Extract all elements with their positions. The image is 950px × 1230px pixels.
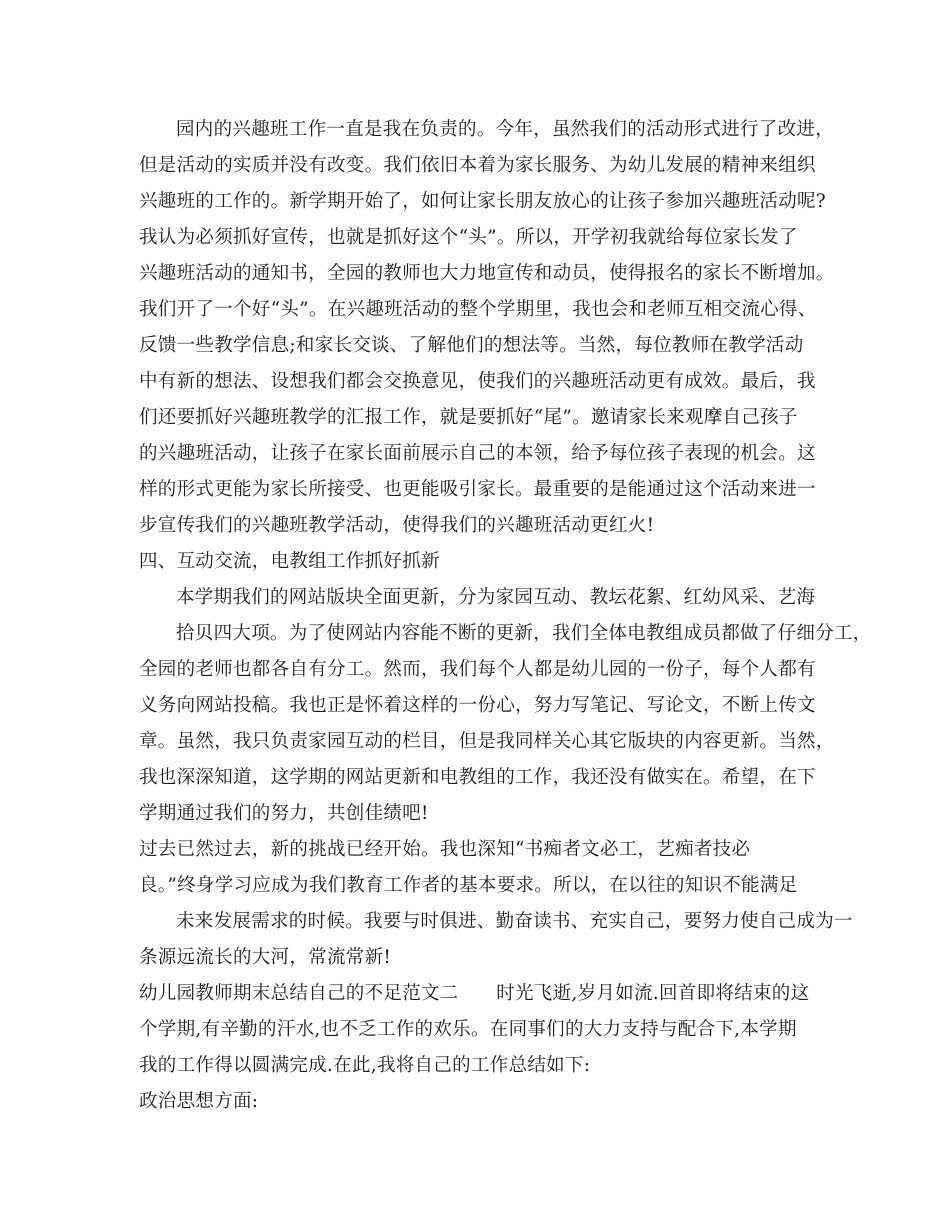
paragraph-line: 中有新的想法、设想我们都会交换意见，使我们的兴趣班活动更有成效。最后，我 bbox=[139, 371, 816, 392]
paragraph-line: 我认为必须抓好宣传，也就是抓好这个“头”。所以，开学初我就给每位家长发了 bbox=[139, 227, 798, 248]
paragraph-line: 兴趣班的工作的。新学期开始了，如何让家长朋友放心的让孩子参加兴趣班活动呢? bbox=[139, 191, 827, 212]
paragraph-line: 个学期,有辛勤的汗水,也不乏工作的欢乐。在同事们的大力支持与配合下,本学期 bbox=[139, 1019, 797, 1040]
document-title-line: 幼儿园教师期末总结自己的不足范文二 时光飞逝,岁月如流.回首即将结束的这 bbox=[139, 983, 810, 1004]
paragraph-line: 学期通过我们的努力，共创佳绩吧! bbox=[139, 803, 429, 824]
paragraph-line: 本学期我们的网站版块全面更新，分为家园互动、教坛花絮、红幼风采、艺海 bbox=[176, 587, 816, 608]
paragraph-line: 我也深深知道，这学期的网站更新和电教组的工作，我还没有做实在。希望，在下 bbox=[139, 767, 816, 788]
paragraph-line: 样的形式更能为家长所接受、也更能吸引家长。最重要的是能通过这个活动来进一 bbox=[139, 479, 816, 500]
paragraph-line: 的兴趣班活动，让孩子在家长面前展示自己的本领，给予每位孩子表现的机会。这 bbox=[139, 443, 816, 464]
paragraph-line: 条源远流长的大河，常流常新! bbox=[139, 947, 392, 968]
paragraph-line: 未来发展需求的时候。我要与时俱进、勤奋读书、充实自己，要努力使自己成为一 bbox=[176, 911, 853, 932]
paragraph-line: 章。虽然，我只负责家园互动的栏目，但是我同样关心其它版块的内容更新。当然， bbox=[139, 731, 835, 752]
paragraph-line: 反馈一些教学信息;和家长交谈、了解他们的想法等。当然，每位教师在教学活动 bbox=[139, 335, 804, 356]
paragraph-line: 步宣传我们的兴趣班教学活动，使得我们的兴趣班活动更红火! bbox=[139, 515, 655, 536]
paragraph-line: 们还要抓好兴趣班教学的汇报工作，就是要抓好“尾”。邀请家长来观摩自己孩子 bbox=[139, 407, 798, 428]
paragraph-line: 全园的老师也都各自有分工。然而，我们每个人都是幼儿园的一份子，每个人都有 bbox=[139, 659, 816, 680]
paragraph-line: 我的工作得以圆满完成.在此,我将自己的工作总结如下: bbox=[139, 1055, 591, 1076]
paragraph-line: 兴趣班活动的通知书，全园的教师也大力地宣传和动员，使得报名的家长不断增加。 bbox=[139, 263, 835, 284]
paragraph-line: 拾贝四大项。为了使网站内容能不断的更新，我们全体电教组成员都做了仔细分工， bbox=[176, 623, 872, 644]
paragraph-line: 良。”终身学习应成为我们教育工作者的基本要求。所以，在以往的知识不能满足 bbox=[139, 875, 798, 896]
section-heading: 政治思想方面: bbox=[139, 1091, 259, 1112]
paragraph-line: 但是活动的实质并没有改变。我们依旧本着为家长服务、为幼儿发展的精神来组织 bbox=[139, 155, 816, 176]
paragraph-line: 义务向网站投稿。我也正是怀着这样的一份心，努力写笔记、写论文，不断上传文 bbox=[139, 695, 816, 716]
paragraph-line: 过去已然过去，新的挑战已经开始。我也深知“书痴者文必工，艺痴者技必 bbox=[139, 839, 751, 860]
paragraph-line: 我们开了一个好“头”。在兴趣班活动的整个学期里，我也会和老师互相交流心得、 bbox=[139, 299, 817, 320]
section-heading: 四、互动交流，电教组工作抓好抓新 bbox=[139, 551, 440, 572]
paragraph-line: 园内的兴趣班工作一直是我在负责的。今年，虽然我们的活动形式进行了改进， bbox=[176, 119, 835, 140]
